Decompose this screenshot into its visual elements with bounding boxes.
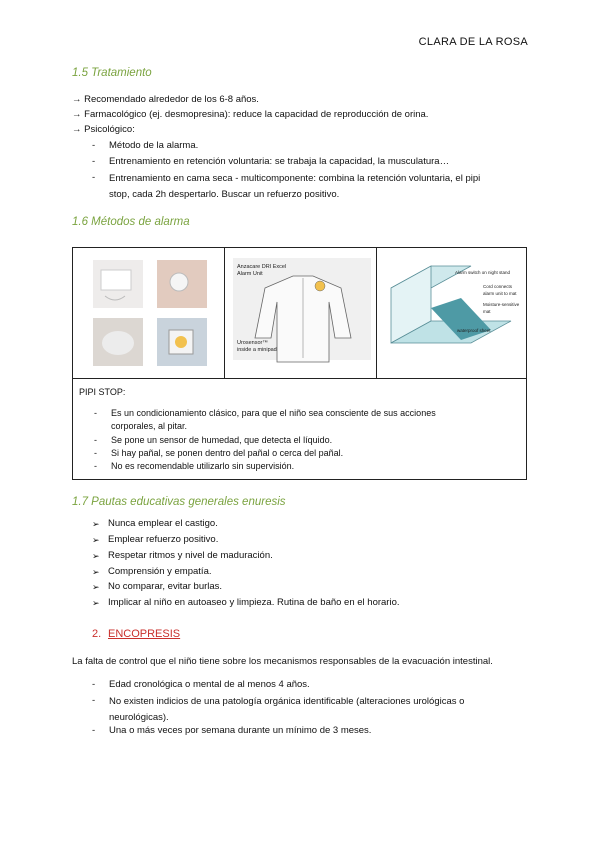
section-title-metodos-alarma: 1.6 Métodos de alarma xyxy=(72,216,190,228)
list-item-text: Es un condicionamiento clásico, para que el niño sea consciente de sus acciones corporales, al pitar. xyxy=(111,408,436,431)
list-item: → Farmacológico (ej. desmopresina): reduce la capacidad de reproducción de orina. xyxy=(72,109,429,120)
arrow-bullet-icon: ➢ xyxy=(92,582,100,592)
paragraph: La falta de control que el niño tiene sobre los mecanismos responsables de la evacuación intestinal. xyxy=(72,656,493,667)
alarm-device-photos xyxy=(73,248,225,378)
list-item-text: Respetar ritmos y nivel de maduración. xyxy=(108,550,273,561)
pajama-alarm-illustration xyxy=(225,248,377,378)
list-item-text: Método de la alarma. xyxy=(109,140,199,151)
section-title-tratamiento: 1.5 Tratamiento xyxy=(72,67,152,79)
list-item-text: Comprensión y empatía. xyxy=(108,566,212,577)
list-item-text: Entrenamiento en cama seca - multicomponente: combina la retención voluntaria, el pipi stop, cada 2h despertarlo. Buscar un refuerzo positivo. xyxy=(109,173,481,200)
list-item-text: Entrenamiento en retención voluntaria: se trabaja la capacidad, la musculatura… xyxy=(109,156,450,167)
section-title-pautas: 1.7 Pautas educativas generales enuresis xyxy=(72,496,286,508)
list-item-text: Una o más veces por semana durante un mínimo de 3 meses. xyxy=(109,725,372,736)
bed-alarm-cell xyxy=(377,248,528,378)
svg-text:alarm unit to mat: alarm unit to mat xyxy=(483,291,517,296)
arrow-bullet-icon: ➢ xyxy=(92,567,100,577)
alarm-photos-cell xyxy=(73,248,225,378)
svg-text:Moisture-sensitive: Moisture-sensitive xyxy=(483,302,520,307)
arrow-bullet-icon: ➢ xyxy=(92,519,100,529)
arrow-bullet-icon: ➢ xyxy=(92,535,100,545)
list-item-text: Nunca emplear el castigo. xyxy=(108,518,218,529)
list-item-text: No es recomendable utilizarlo sin supervisión. xyxy=(111,461,295,471)
pipi-stop-cell: PIPI STOP: - Es un condicionamiento clásico, para que el niño sea consciente de sus acciones corporales, al pitar. - Se pone un sensor de humedad, que detecta el líquido. - Si hay pañal, se ponen dentro del pañal o cerca del pañal. - No es recomendable utilizarlo sin supervisión. xyxy=(73,378,526,479)
svg-text:Urosensor™: Urosensor™ xyxy=(237,340,268,346)
svg-text:Alarm switch on night stand: Alarm switch on night stand xyxy=(455,270,511,275)
svg-text:waterproof sheet: waterproof sheet xyxy=(457,328,491,333)
arrow-bullet-icon: ➢ xyxy=(92,551,100,561)
list-item-text: No existen indicios de una patología orgánica identificable (alteraciones urológicas o neurológicas). xyxy=(109,696,465,723)
alarm-methods-table xyxy=(72,247,527,480)
svg-text:Anzacare DRI Excel: Anzacare DRI Excel xyxy=(237,264,287,270)
list-item-text: No comparar, evitar burlas. xyxy=(108,581,223,592)
svg-text:Alarm Unit: Alarm Unit xyxy=(237,271,263,277)
list-item: → Recomendado alrededor de los 6-8 años. xyxy=(72,94,259,105)
pipi-stop-title: PIPI STOP: xyxy=(79,387,126,397)
svg-text:inside a minipad: inside a minipad xyxy=(237,347,277,353)
author-name: CLARA DE LA ROSA xyxy=(418,36,528,48)
bed-alarm-illustration xyxy=(377,248,528,378)
section-number: 2. xyxy=(92,628,102,640)
list-item-text: Si hay pañal, se ponen dentro del pañal o cerca del pañal. xyxy=(111,448,344,458)
list-item-text: Implicar al niño en autoaseo y limpieza. Rutina de baño en el horario. xyxy=(108,597,400,608)
svg-text:mat: mat xyxy=(483,309,491,314)
svg-text:Cord connects: Cord connects xyxy=(483,284,513,289)
arrow-bullet-icon: ➢ xyxy=(92,598,100,608)
pajama-alarm-cell xyxy=(225,248,377,378)
list-item-text: Edad cronológica o mental de al menos 4 años. xyxy=(109,679,310,690)
list-item-text: Se pone un sensor de humedad, que detecta el líquido. xyxy=(111,435,333,445)
list-item: → Psicológico: xyxy=(72,124,135,135)
section-title-text: ENCOPRESIS xyxy=(108,628,181,640)
list-item-text: Emplear refuerzo positivo. xyxy=(108,534,219,545)
